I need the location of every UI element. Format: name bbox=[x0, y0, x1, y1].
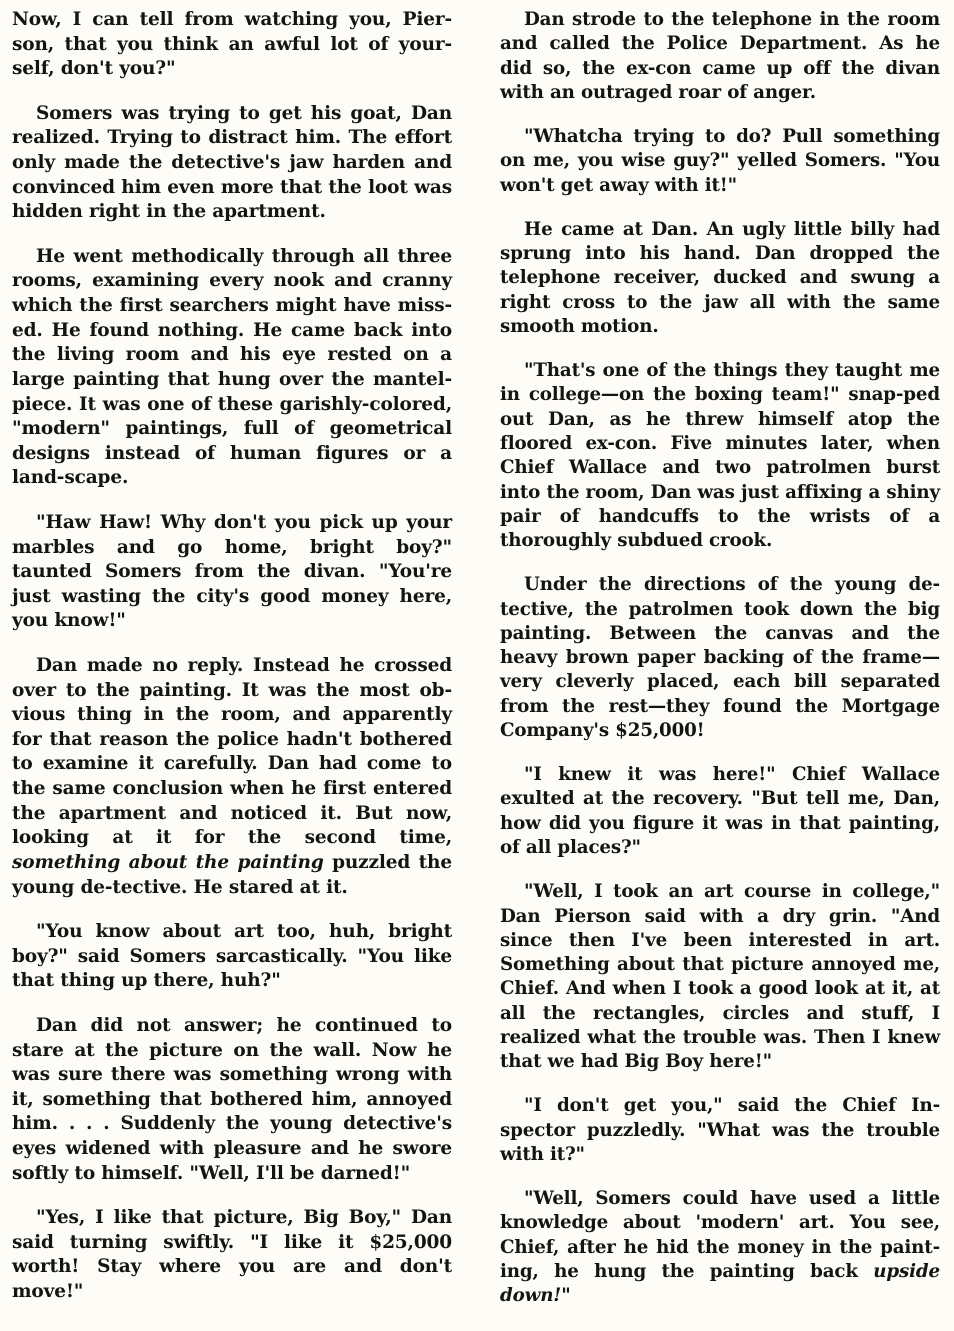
paragraph: He came at Dan. An ugly little billy had sprung into his hand. Dan dropped the telephone receiver, ducked and swung a right cross to the jaw all with the same smooth motion. bbox=[500, 218, 940, 337]
paragraph: Dan strode to the telephone in the room and called the Police Department. As he did so, the ex-con came up off the divan with an outraged roar of anger. bbox=[500, 9, 940, 103]
paragraph: "Whatcha trying to do? Pull something on me, you wise guy?" yelled Somers. "You won't get away with it!" bbox=[500, 126, 940, 196]
paragraph: Under the directions of the young de-tective, the patrolmen took down the big painting. Between the canvas and the heavy brown paper backing of the frame—very cleverly placed, each bill separated from the rest—they found the Mortgage Company's $25,000! bbox=[500, 574, 940, 741]
paragraph: Dan did not answer; he continued to stare at the picture on the wall. Now he was sure there was something wrong with it, something that bothered him, annoyed him. . . . Suddenly the young detective's eyes widened with pleasure and he swore softly to himself. "Well, I'll be darned!" bbox=[12, 1014, 452, 1184]
paragraph: "Well, Somers could have used a little knowledge about 'modern' art. You see, Chief, after he hid the money in the paint-ing, he hung the painting back upside down!" bbox=[500, 1188, 940, 1307]
italic-phrase: something about the painting bbox=[12, 851, 324, 873]
left-column bbox=[12, 8, 452, 1325]
paragraph: "Yes, I like that picture, Big Boy," Dan said turning swiftly. "I like it $25,000 worth! Stay where you are and don't move!" bbox=[12, 1207, 452, 1303]
paragraph: Somers was trying to get his goat, Dan realized. Trying to distract him. The effort only made the detective's jaw harden and convinced him even more that the loot was hidden right in the apartment. bbox=[12, 102, 452, 223]
paragraph: He went methodically through all three rooms, examining every nook and cranny which the first searchers might have miss-ed. He found nothing. He came back into the living room and his eye rested on a large painting that hung over the mantel-piece. It was one of these garishly-colored, "modern" paintings, full of geometrical designs instead of human figures or a land-scape. bbox=[12, 245, 452, 489]
paragraph: Now, I can tell from watching you, Pier-son, that you think an awful lot of your-self, don't you?" bbox=[12, 9, 452, 80]
paragraph: "I don't get you," said the Chief In-spector puzzledly. "What was the trouble with it?" bbox=[500, 1095, 940, 1165]
paragraph: "You know about art too, huh, bright boy?" said Somers sarcastically. "You like that thing up there, huh?" bbox=[12, 921, 452, 992]
italic-phrase: upside down! bbox=[500, 1260, 940, 1307]
paragraph: "Well, I took an art course in college," Dan Pierson said with a dry grin. "And since then I've been interested in art. Something about that picture annoyed me, Chief. And when I took a good look at it, at all the rectangles, circles and stuff, I realized what the trouble was. Then I knew that we had Big Boy here!" bbox=[500, 881, 940, 1073]
right-column bbox=[500, 8, 940, 1328]
paragraph: "I knew it was here!" Chief Wallace exulted at the recovery. "But tell me, Dan, how did you figure it was in that painting, of all places?" bbox=[500, 764, 940, 858]
paragraph: "That's one of the things they taught me in college—on the boxing team!" snap-ped out Dan, as he threw himself atop the floored ex-con. Five minutes later, when Chief Wallace and two patrolmen burst into the room, Dan was just affixing a shiny pair of handcuffs to the wrists of a thoroughly subdued crook. bbox=[500, 360, 940, 552]
paragraph: Dan made no reply. Instead he crossed over to the painting. It was the most ob-vious thing in the room, and apparently for that reason the police hadn't bothered to examine it carefully. Dan had come to the same conclusion when he first entered the apartment and noticed it. But now, looking at it for the second time, something about the painting puzzled the young de-tective. He stared at it. bbox=[12, 655, 452, 898]
paragraph: "Haw Haw! Why don't you pick up your marbles and go home, bright boy?" taunted Somers from the divan. "You're just wasting the city's good money here, you know!" bbox=[12, 511, 452, 632]
